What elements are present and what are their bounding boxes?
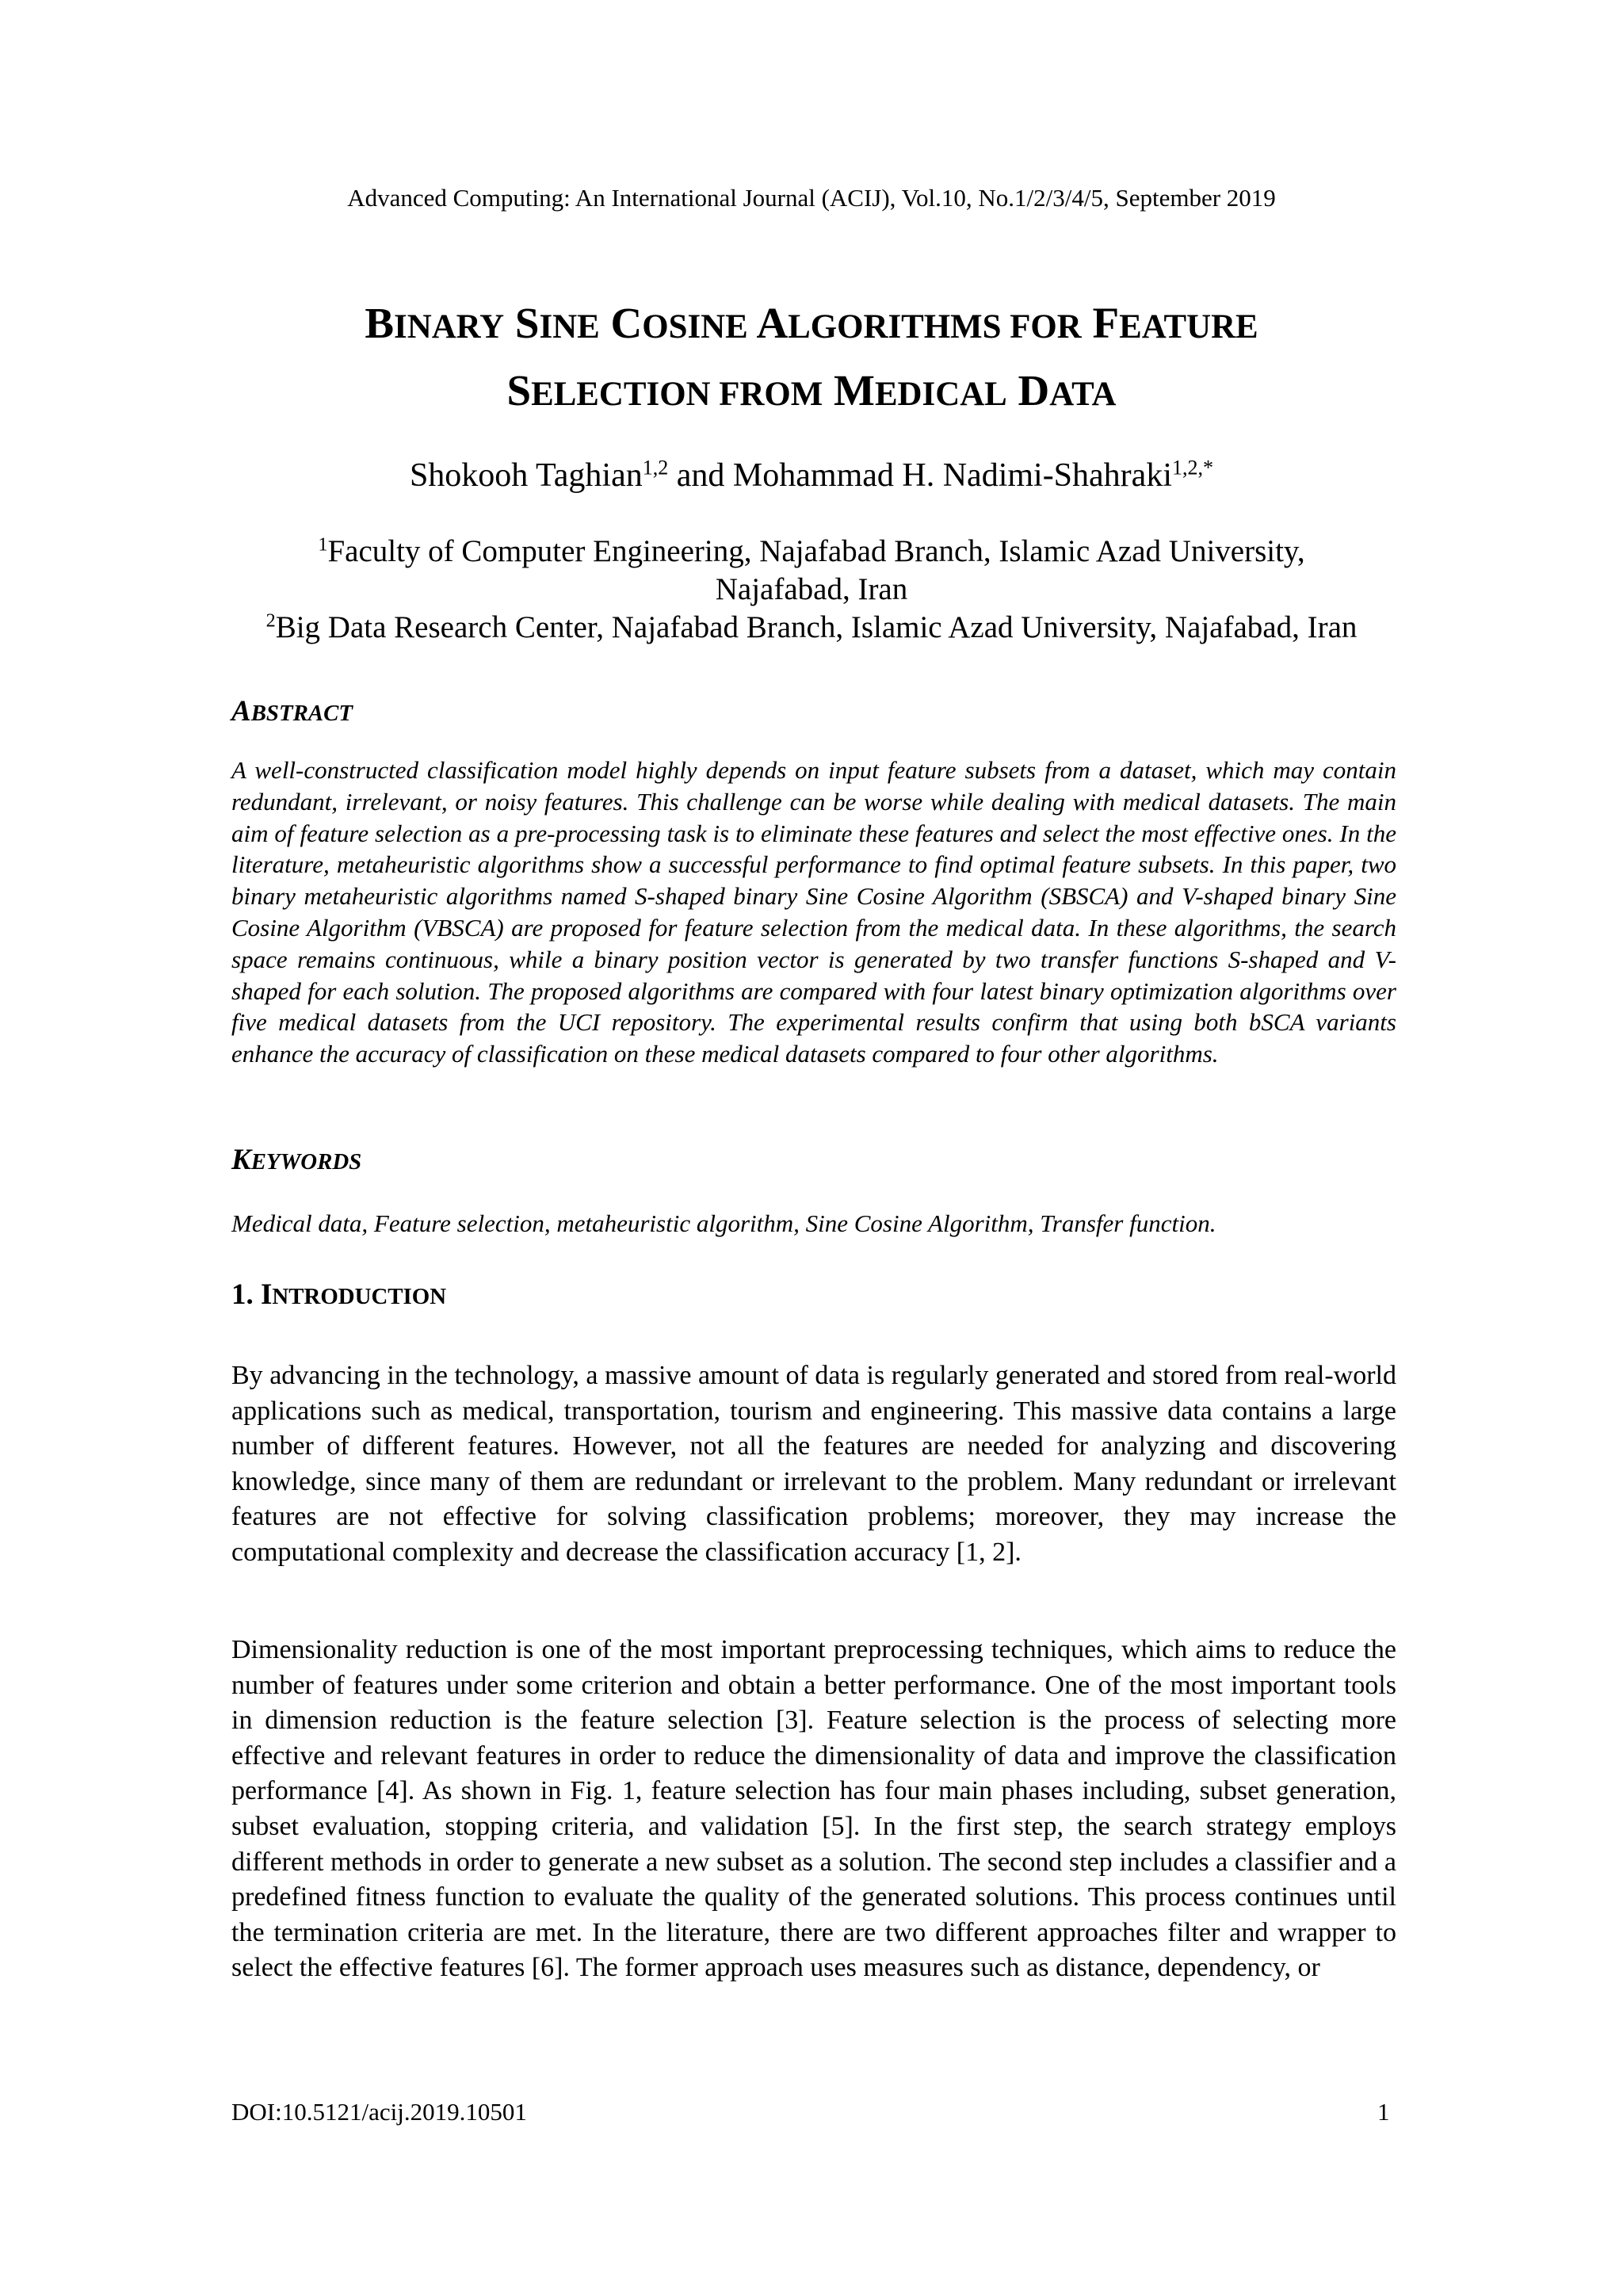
running-header: Advanced Computing: An International Journal (ACIJ), Vol.10, No.1/2/3/4/5, September 2019 (347, 184, 1276, 212)
keywords-text: Medical data, Feature selection, metaheuristic algorithm, Sine Cosine Algorithm, Transfer function. (231, 1209, 1216, 1237)
title-word-rest: EATURE (1119, 308, 1258, 346)
title-word-cap: S (506, 366, 532, 415)
title-word-cap: M (823, 366, 875, 415)
introduction-paragraph-1: By advancing in the technology, a massive amount of data is regularly generated and stored from real-world applications such as medical, transportation, tourism and engineering. This massive data contains a large number of different features. However, not all the features are needed for analyzing and discovering knowledge, since many of them are redundant or irrelevant to the problem. Many redundant or irrelevant features are not effective for solving classification problems; moreover, they may increase the computational complexity and decrease the classification accuracy [1, 2]. (231, 1361, 1396, 1567)
affiliation-marker: 2 (265, 609, 276, 632)
introduction-heading (231, 1278, 446, 1312)
paper-title (0, 292, 1623, 426)
title-word-rest: INE (539, 308, 600, 346)
heading-cap: A (231, 695, 251, 728)
affiliation-2 (0, 609, 1623, 647)
introduction-paragraph-2: Dimensionality reduction is one of the most important preprocessing techniques, which aims to reduce the number of features under some criterion and obtain a better performance. One of the most important tools in dimension reduction is the feature selection [3]. Feature selection is the process of selecting more effective and relevant features in order to reduce the dimensionality of data and improve the classification performance [4]. As shown in Fig. 1, feature selection has four main phases including, subset generation, subset evaluation, stopping criteria, and validation [5]. In the first step, the search strategy employs different methods in order to generate a new subset as a solution. The second step includes a classifier and a predefined fitness function to evaluate the quality of the generated solutions. This process continues until the termination criteria are met. In the literature, there are two different approaches filter and wrapper to select the effective features [6]. The former approach uses measures such as distance, dependency, or (231, 1635, 1396, 1983)
title-line-2 (0, 359, 1623, 426)
doi: DOI:10.5121/acij.2019.10501 (231, 2098, 527, 2126)
title-word-cap: B (365, 299, 395, 347)
affiliation-text: Faculty of Computer Engineering, Najafabad Branch, Islamic Azad University, (327, 534, 1305, 568)
affiliations (0, 533, 1623, 647)
heading-rest: BSTRACT (250, 701, 353, 726)
title-line-1 (0, 292, 1623, 359)
title-word-rest: EDICAL (874, 376, 1007, 413)
heading-cap: K (231, 1144, 251, 1176)
title-word-cap: S (504, 299, 540, 347)
title-word-cap: A (747, 299, 789, 347)
title-word-rest: ELECTION FROM (531, 376, 823, 413)
author-conjunction: and (668, 457, 733, 494)
title-word-cap: D (1006, 366, 1050, 415)
abstract-heading (231, 694, 353, 728)
title-word-cap: C (599, 299, 643, 347)
affiliation-marker: 1 (318, 533, 328, 556)
author-name: Shokooh Taghian (409, 457, 643, 494)
title-word-rest: OSINE (642, 308, 748, 346)
author-affiliation-marker: 1,2 (642, 456, 669, 479)
affiliation-text: Big Data Research Center, Najafabad Branch, Islamic Azad University, Najafabad, Iran (275, 610, 1358, 644)
title-word-rest: ATA (1049, 376, 1117, 413)
page-number: 1 (1377, 2098, 1390, 2126)
title-word-cap: F (1081, 299, 1120, 347)
heading-rest: NTRODUCTION (272, 1284, 447, 1309)
affiliation-1-line-2: Najafabad, Iran (715, 572, 908, 606)
heading-number: 1. I (231, 1278, 273, 1311)
abstract-text: A well-constructed classification model highly depends on input feature subsets from a dataset, which may contain redundant, irrelevant, or noisy features. This challenge can be worse while dealing with medical datasets. The main aim of feature selection as a pre-processing task is to eliminate these features and select the most effective ones. In the literature, metaheuristic algorithms show a successful performance to find optimal feature subsets. In this paper, two binary metaheuristic algorithms named S-shaped binary Sine Cosine Algorithm (SBSCA) and V-shaped binary Sine Cosine Algorithm (VBSCA) are proposed for feature selection from the medical data. In these algorithms, the search space remains continuous, while a binary position vector is generated by two transfer functions S-shaped and V-shaped for each solution. The proposed algorithms are compared with four latest binary optimization algorithms over five medical datasets from the UCI repository. The experimental results confirm that using both bSCA variants enhance the accuracy of classification on these medical datasets compared to four other algorithms. (231, 756, 1396, 1068)
heading-rest: EYWORDS (250, 1149, 362, 1175)
affiliation-1-line-1 (0, 533, 1623, 571)
keywords-heading (231, 1143, 361, 1177)
title-word-rest: LGORITHMS FOR (788, 308, 1082, 346)
author-list (0, 457, 1623, 495)
author-affiliation-marker: 1,2,* (1171, 456, 1214, 479)
author-name: Mohammad H. Nadimi-Shahraki (732, 457, 1172, 494)
title-word-rest: INARY (394, 308, 505, 346)
